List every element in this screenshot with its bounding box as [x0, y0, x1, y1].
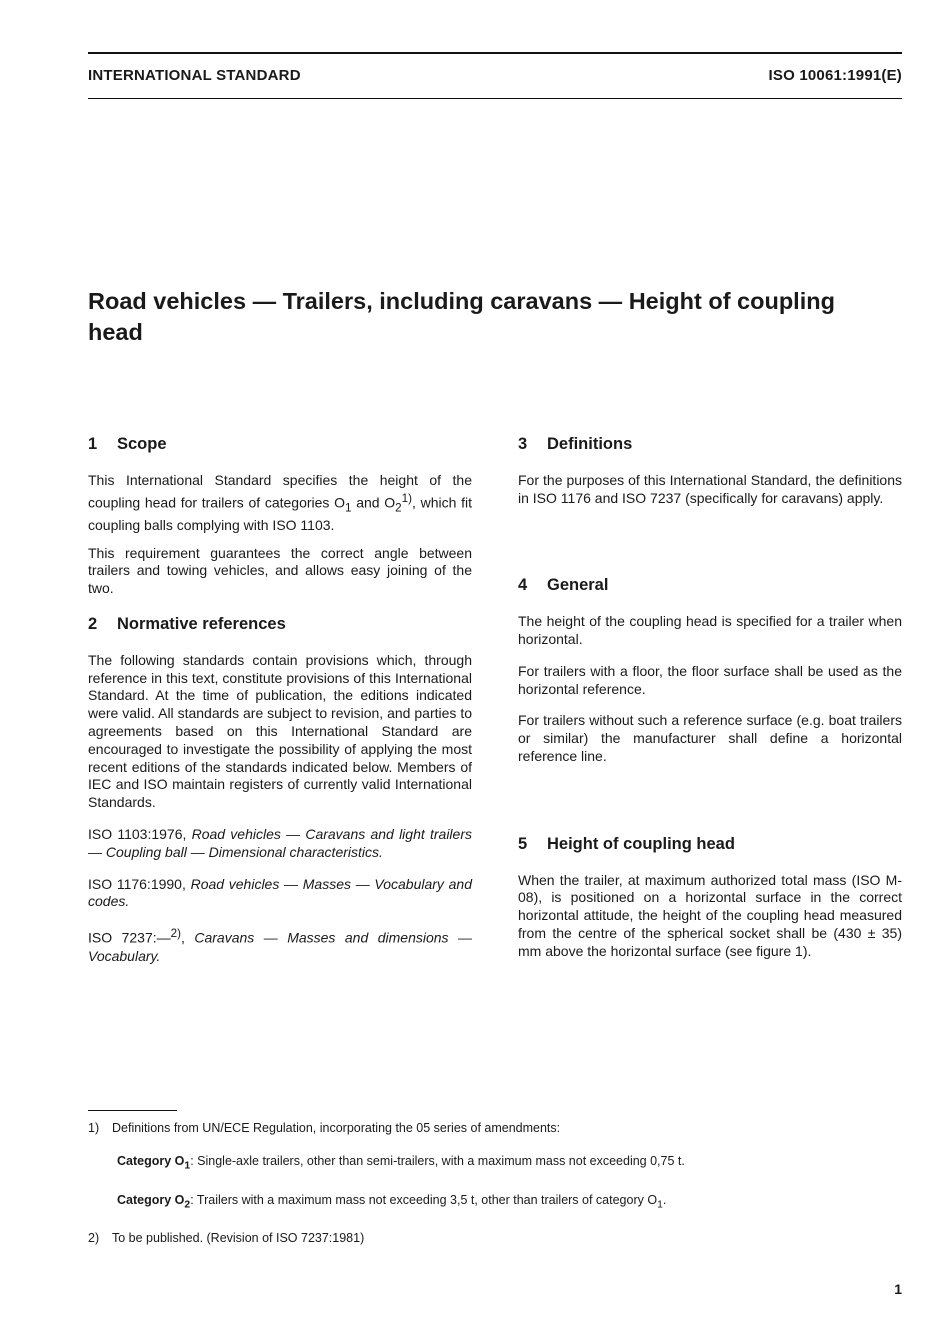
section-heading [88, 436, 472, 454]
footnote-ref[interactable]: 1) [401, 491, 413, 505]
footnote-1: 1) Definitions from UN/ECE Regulation, incorporating the 05 series of amendments: [88, 1121, 561, 1135]
paragraph: For the purposes of this International Standard, the definitions in ISO 1176 and ISO 7237 (specifically for caravans) apply. [518, 471, 902, 506]
footnote-2: 2) To be published. (Revision of ISO 7237:1981) [88, 1231, 365, 1245]
reference-item: ISO 1103:1976, Road vehicles — Caravans and light trailers — Coupling ball — Dimensional characteristics. [88, 826, 472, 860]
left-column [88, 436, 472, 975]
section-number: 5 [518, 834, 528, 853]
section-height-of-coupling-head [518, 836, 902, 961]
section-number: 2 [88, 615, 98, 634]
section-general [518, 577, 902, 765]
footnote-category-o2: Category $O_2$: Trailers with a maximum mass not exceeding 3,5 t, other than trailers of category $O_1$. [117, 1192, 667, 1210]
paragraph: The following standards contain provisions which, through reference in this text, constitute provisions of this International Standard. At the time of publication, the editions indicated were valid. All standards are subject to revision, and parties to agreements based on this International Standard are encouraged to investigate the possibility of applying the most recent editions of the standards indicated below. Members of IEC and ISO maintain registers of currently valid International Standards. [88, 651, 472, 811]
header-top-rule [88, 52, 902, 54]
section-title: Height of coupling head [547, 834, 735, 853]
section-heading [518, 436, 902, 454]
header-bottom-rule [88, 98, 902, 99]
section-number: 3 [518, 435, 528, 453]
section-number: 1 [88, 435, 98, 453]
section-heading [518, 577, 902, 595]
paragraph: For trailers with a floor, the floor surface shall be used as the horizontal reference. [518, 662, 902, 697]
header-document-number: ISO 10061:1991(E) [768, 67, 902, 84]
reference-item: ISO 1176:1990, Road vehicles — Masses — Vocabulary and codes. [88, 875, 472, 910]
section-number: 4 [518, 576, 528, 595]
paragraph: This requirement guarantees the correct angle between trailers and towing vehicles, and allows easy joining of the two. [88, 544, 472, 597]
section-definitions [518, 436, 902, 507]
reference-item: ISO 7237:—$^{2)}$, Caravans — Masses and dimensions — Vocabulary. [88, 927, 472, 964]
document-title: Road vehicles — Trailers, including caravans — Height of coupling head [88, 288, 835, 345]
section-scope [88, 436, 472, 598]
section-normative-references [88, 616, 472, 965]
paragraph: This International Standard specifies the height of the coupling head for trailers of categories $O_1$ and $O_2^{1)}$, which fit coupling balls complying with ISO 1103. [88, 471, 472, 533]
right-column [518, 436, 902, 971]
footnotes [88, 1120, 902, 1246]
footnote-separator [88, 1110, 177, 1111]
section-title: Scope [117, 435, 167, 453]
section-title: Normative references [117, 615, 286, 634]
section-heading [518, 836, 902, 854]
header-standard-label: INTERNATIONAL STANDARD [88, 67, 301, 84]
paragraph: When the trailer, at maximum authorized total mass (ISO M-08), is positioned on a horizontal surface in the correct horizontal attitude, the height of the coupling head measured from the centre of the spherical socket shall be (430 ± 35) mm above the horizontal surface (see figure 1). [518, 871, 902, 959]
section-heading [88, 616, 472, 634]
footnote-category-o1: Category $O_1$: Single-axle trailers, other than semi-trailers, with a maximum mass not exceeding 0,75 t. [117, 1154, 685, 1172]
page-number: 1 [894, 1281, 902, 1297]
footnote-ref[interactable]: 2) [170, 927, 181, 941]
paragraph: The height of the coupling head is specified for a trailer when horizontal. [518, 613, 902, 647]
section-title: General [547, 576, 609, 595]
section-title: Definitions [547, 435, 633, 453]
paragraph: For trailers without such a reference surface (e.g. boat trailers or similar) the manufacturer shall define a horizontal reference line. [518, 712, 902, 764]
